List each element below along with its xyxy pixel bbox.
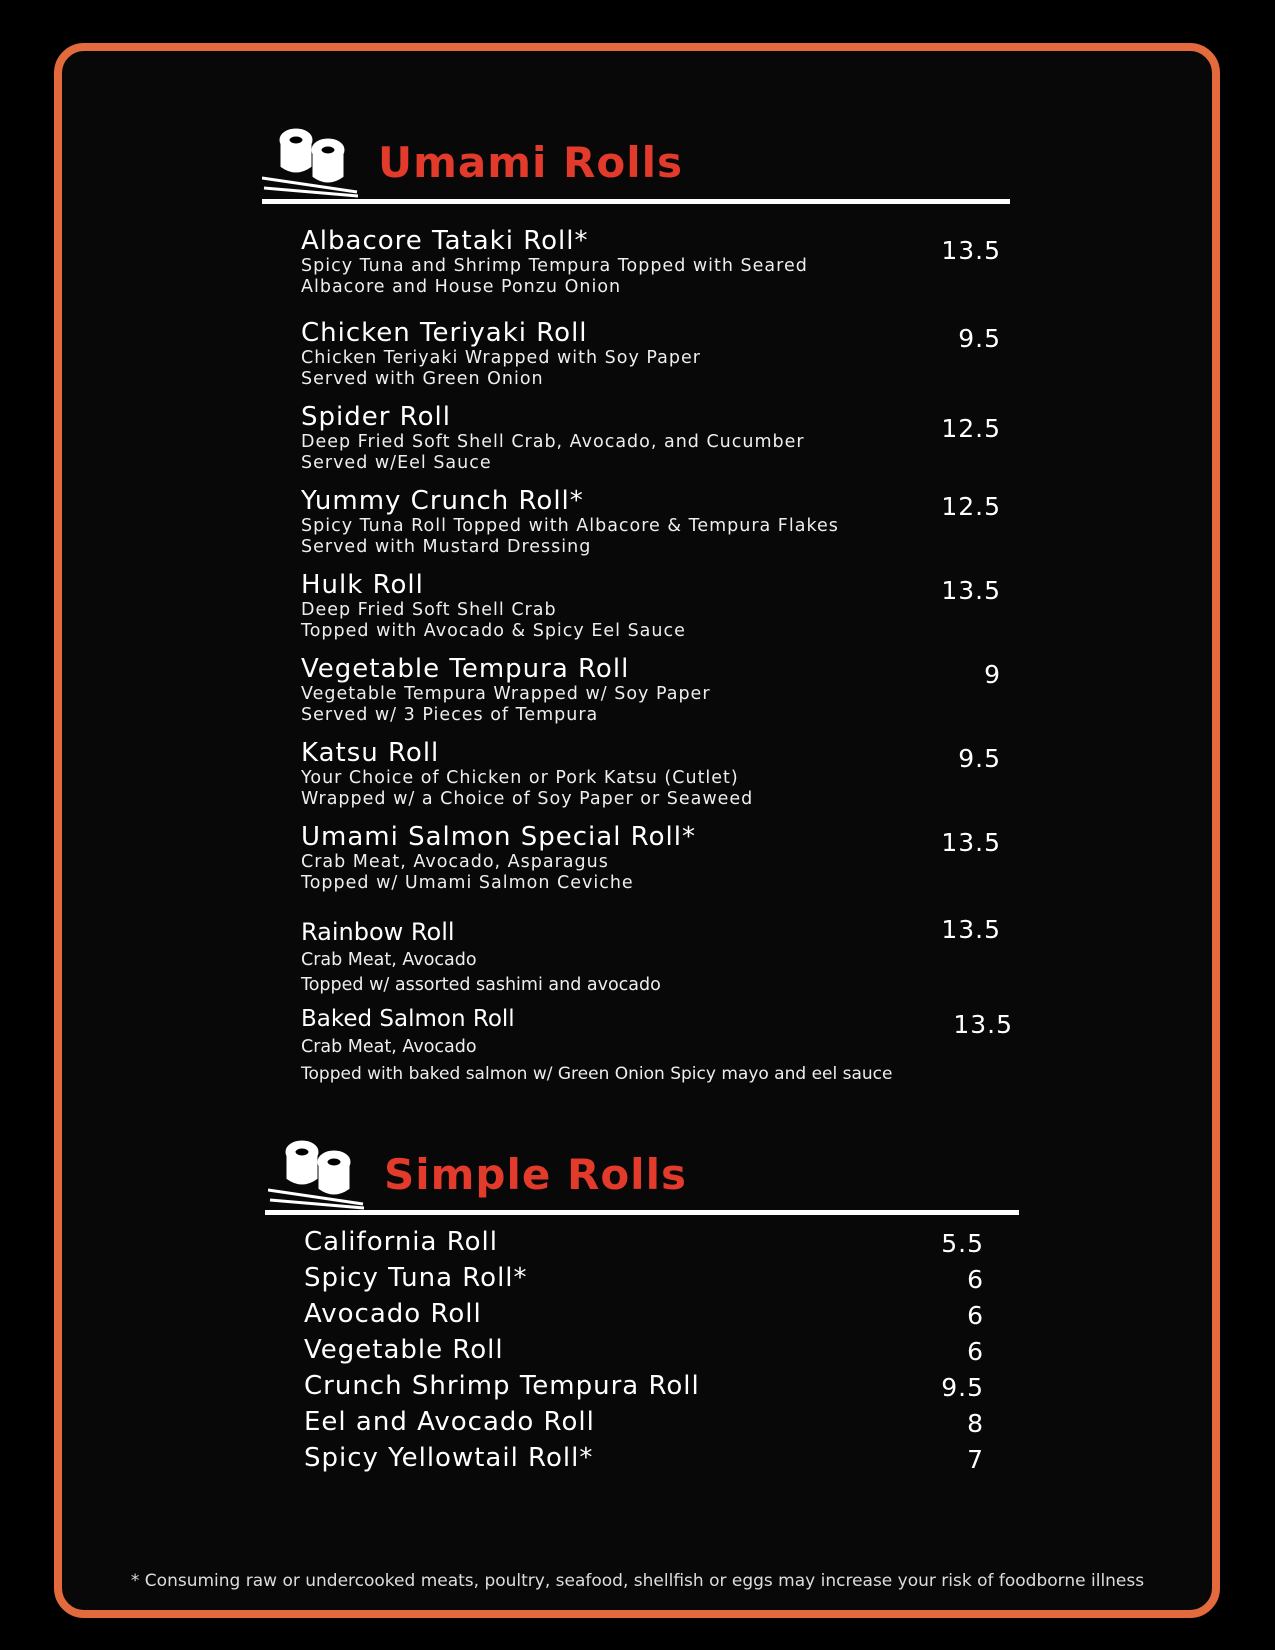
item-name: Baked Salmon Roll (301, 1006, 515, 1032)
item-description: Spicy Tuna Roll Topped with Albacore & Tempura Flakes (301, 516, 839, 536)
item-description: Topped w/ Umami Salmon Ceviche (301, 873, 634, 893)
item-description: Spicy Tuna and Shrimp Tempura Topped with Seared (301, 256, 808, 276)
item-description: Chicken Teriyaki Wrapped with Soy Paper (301, 348, 701, 368)
item-description: Wrapped w/ a Choice of Soy Paper or Seaweed (301, 789, 754, 809)
sushi-rolls-with-chopsticks-icon (262, 118, 372, 206)
menu-item (301, 226, 1001, 298)
item-description: Crab Meat, Avocado (301, 950, 477, 970)
item-name: Chicken Teriyaki Roll (301, 318, 588, 348)
item-name: Crunch Shrimp Tempura Roll (304, 1371, 700, 1401)
item-price: 9.5 (958, 324, 1001, 353)
item-description: Crab Meat, Avocado, Asparagus (301, 852, 609, 872)
item-name: Albacore Tataki Roll* (301, 226, 589, 256)
item-price: 6 (967, 1337, 984, 1366)
item-price: 12.5 (941, 492, 1001, 521)
menu-item (304, 1227, 984, 1261)
item-description: Served with Green Onion (301, 369, 544, 389)
item-price: 12.5 (941, 414, 1001, 443)
sushi-rolls-with-chopsticks-icon (268, 1130, 378, 1218)
item-name: Avocado Roll (304, 1299, 482, 1329)
menu-item (304, 1407, 984, 1441)
item-price: 7 (967, 1445, 984, 1474)
menu-item (301, 917, 1001, 997)
menu-item (301, 1004, 1011, 1088)
item-description: Served w/ 3 Pieces of Tempura (301, 705, 599, 725)
menu-item (304, 1299, 984, 1333)
item-description: Served with Mustard Dressing (301, 537, 592, 557)
item-description: Your Choice of Chicken or Pork Katsu (Cutlet) (301, 768, 739, 788)
umami-rolls-header (262, 118, 1022, 208)
item-description: Vegetable Tempura Wrapped w/ Soy Paper (301, 684, 711, 704)
section-divider (265, 1210, 1019, 1215)
menu-item (304, 1443, 984, 1477)
item-name: Vegetable Roll (304, 1335, 504, 1365)
simple-rolls-header (268, 1130, 1028, 1220)
menu-item (301, 570, 1001, 642)
menu-item (301, 402, 1001, 474)
menu-item (304, 1371, 984, 1405)
item-name: Rainbow Roll (301, 918, 455, 946)
item-name: Hulk Roll (301, 570, 424, 600)
item-price: 9 (984, 660, 1001, 689)
item-price: 13.5 (941, 828, 1001, 857)
item-name: Spicy Yellowtail Roll* (304, 1443, 594, 1473)
item-description: Topped w/ assorted sashimi and avocado (301, 975, 661, 995)
item-description: Deep Fried Soft Shell Crab, Avocado, and Cucumber (301, 432, 805, 452)
item-price: 9.5 (958, 744, 1001, 773)
item-description: Deep Fried Soft Shell Crab (301, 600, 557, 620)
raw-food-disclaimer: * Consuming raw or undercooked meats, poultry, seafood, shellfish or eggs may increase your risk of foodborne illness (130, 1571, 1145, 1591)
item-price: 13.5 (941, 915, 1001, 944)
menu-item (304, 1335, 984, 1369)
section-divider (262, 199, 1010, 204)
item-price: 9.5 (941, 1373, 984, 1402)
menu-item (304, 1263, 984, 1297)
item-description: Served w/Eel Sauce (301, 453, 492, 473)
menu-item (301, 738, 1001, 810)
item-description: Albacore and House Ponzu Onion (301, 277, 622, 297)
item-name: California Roll (304, 1227, 498, 1257)
item-name: Eel and Avocado Roll (304, 1407, 595, 1437)
item-description: Topped with baked salmon w/ Green Onion Spicy mayo and eel sauce (301, 1064, 893, 1084)
section-title: Simple Rolls (384, 1150, 687, 1199)
menu-item (301, 318, 1001, 390)
item-name: Vegetable Tempura Roll (301, 654, 630, 684)
menu-item (301, 822, 1001, 894)
item-price: 5.5 (941, 1229, 984, 1258)
item-price: 6 (967, 1265, 984, 1294)
item-name: Umami Salmon Special Roll* (301, 822, 696, 852)
menu-item (301, 654, 1001, 726)
item-price: 6 (967, 1301, 984, 1330)
item-price: 8 (967, 1409, 984, 1438)
item-name: Spider Roll (301, 402, 451, 432)
item-price: 13.5 (941, 236, 1001, 265)
section-title: Umami Rolls (378, 138, 683, 187)
item-name: Yummy Crunch Roll* (301, 486, 584, 516)
item-name: Katsu Roll (301, 738, 440, 768)
item-description: Crab Meat, Avocado (301, 1037, 477, 1057)
item-description: Topped with Avocado & Spicy Eel Sauce (301, 621, 686, 641)
item-name: Spicy Tuna Roll* (304, 1263, 528, 1293)
item-price: 13.5 (941, 576, 1001, 605)
menu-item (301, 486, 1001, 558)
item-price: 13.5 (953, 1010, 1013, 1039)
